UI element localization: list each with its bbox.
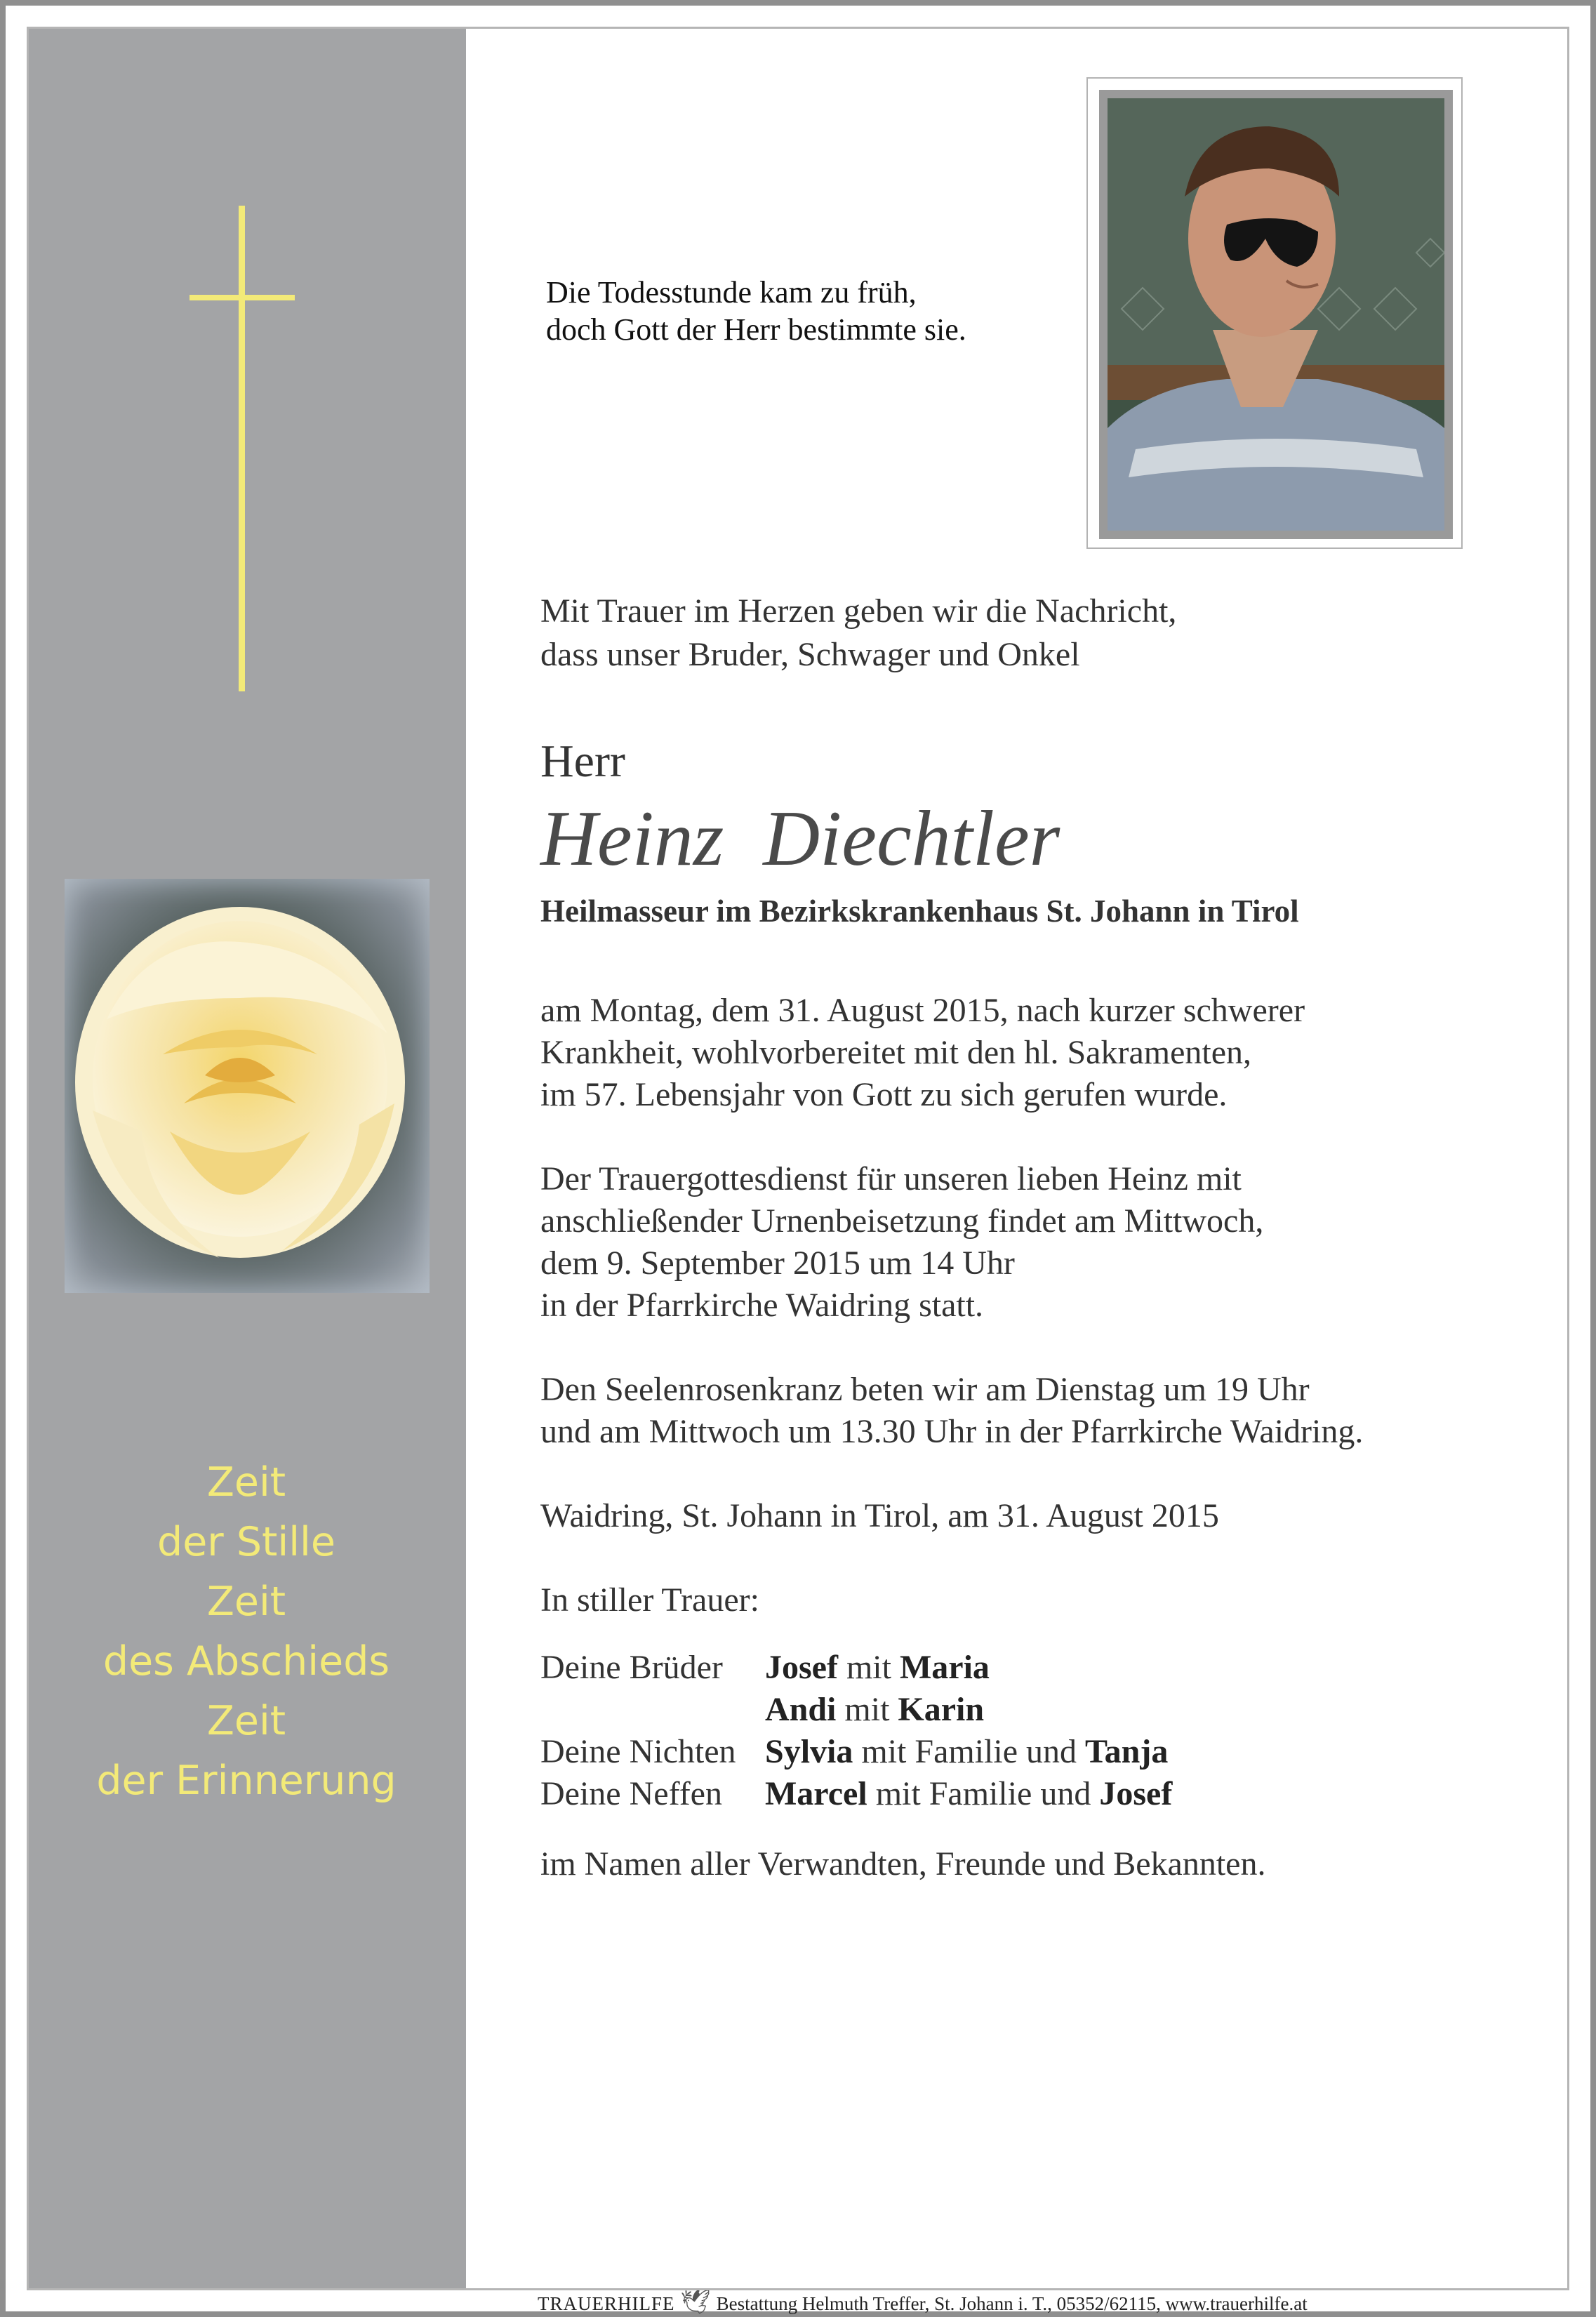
intro-line: dass unser Bruder, Schwager und Onkel xyxy=(540,636,1080,673)
mourner-relation: Deine Brüder xyxy=(540,1649,723,1686)
mourners-list xyxy=(540,1647,1172,1815)
mourner-name: Sylvia xyxy=(765,1733,853,1770)
intro-text xyxy=(540,590,1176,677)
rosary-notice xyxy=(540,1369,1363,1453)
service-line: in der Pfarrkirche Waidring statt. xyxy=(540,1287,984,1324)
service-line: Der Trauergottesdienst für unseren lieben Heinz mit xyxy=(540,1160,1242,1197)
mourner-names xyxy=(765,1689,1172,1731)
mourner-connector: mit Familie und xyxy=(875,1775,1091,1812)
mourner-name: Maria xyxy=(899,1649,990,1686)
motto-line: doch Gott der Herr bestimmte sie. xyxy=(546,312,966,347)
quote-line: Zeit xyxy=(206,1698,286,1744)
mourner-relation xyxy=(540,1689,765,1731)
service-line: anschließender Urnenbeisetzung findet am Mittwoch, xyxy=(540,1202,1264,1240)
closing-text: im Namen aller Verwandten, Freunde und Bekannten. xyxy=(540,1845,1266,1883)
profession: Heilmasseur im Bezirkskrankenhaus St. Johann in Tirol xyxy=(540,894,1299,929)
mourning-intro: In stiller Trauer: xyxy=(540,1581,759,1619)
service-line: dem 9. September 2015 um 14 Uhr xyxy=(540,1244,1015,1282)
mourner-row xyxy=(540,1773,1172,1815)
mourner-row xyxy=(540,1689,1172,1731)
mourner-relation: Deine Nichten xyxy=(540,1733,736,1770)
quote-line: Zeit xyxy=(206,1579,286,1625)
quote-line: des Abschieds xyxy=(102,1638,390,1685)
mourner-name: Josef xyxy=(765,1649,838,1686)
sidebar-quote xyxy=(27,1453,466,1811)
deceased-name: Heinz Diechtler xyxy=(540,795,1060,882)
death-line: am Montag, dem 31. August 2015, nach kurzer schwerer xyxy=(540,992,1305,1029)
service-notice xyxy=(540,1158,1263,1327)
portrait-photo xyxy=(1099,90,1453,539)
mourner-connector: mit xyxy=(846,1649,891,1686)
quote-line: der Erinnerung xyxy=(96,1758,397,1804)
mourner-row xyxy=(540,1647,1172,1689)
footer-contact: Bestattung Helmuth Treffer, St. Johann i. T., 05352/62115, www.trauerhilfe.at xyxy=(716,2293,1308,2314)
mourner-names xyxy=(765,1773,1172,1815)
mourner-relation: Deine Neffen xyxy=(540,1775,722,1812)
place-date: Waidring, St. Johann in Tirol, am 31. August 2015 xyxy=(540,1497,1219,1534)
latin-cross-icon xyxy=(239,206,245,691)
mourner-connector: mit xyxy=(844,1691,890,1728)
mourner-row xyxy=(540,1731,1172,1773)
death-line: im 57. Lebensjahr von Gott zu sich gerufen wurde. xyxy=(540,1076,1228,1113)
quote-line: der Stille xyxy=(157,1519,335,1565)
mourner-names xyxy=(765,1647,1172,1689)
death-notice xyxy=(540,990,1305,1116)
salutation: Herr xyxy=(540,736,625,787)
mourner-name: Marcel xyxy=(765,1775,867,1812)
intro-line: Mit Trauer im Herzen geben wir die Nachricht, xyxy=(540,592,1177,630)
footer-brand: TRAUERHILFE xyxy=(538,2293,675,2314)
rosary-line: und am Mittwoch um 13.30 Uhr in der Pfarrkirche Waidring. xyxy=(540,1413,1364,1450)
dove-icon: 🕊︎ xyxy=(680,2288,711,2316)
mourner-names xyxy=(765,1731,1172,1773)
motto xyxy=(546,274,966,348)
death-line: Krankheit, wohlvorbereitet mit den hl. Sakramenten, xyxy=(540,1034,1252,1071)
quote-line: Zeit xyxy=(206,1459,286,1506)
mourner-name: Josef xyxy=(1099,1775,1173,1812)
rosary-line: Den Seelenrosenkranz beten wir am Dienstag um 19 Uhr xyxy=(540,1371,1310,1408)
motto-line: Die Todesstunde kam zu früh, xyxy=(546,275,917,310)
latin-cross-icon-bar xyxy=(189,295,295,300)
mourner-name: Karin xyxy=(898,1691,985,1728)
yellow-rose-photo xyxy=(65,879,430,1293)
mourner-name: Andi xyxy=(765,1691,837,1728)
mourner-name: Tanja xyxy=(1085,1733,1169,1770)
footer xyxy=(538,2288,1308,2316)
mourner-connector: mit Familie und xyxy=(861,1733,1077,1770)
